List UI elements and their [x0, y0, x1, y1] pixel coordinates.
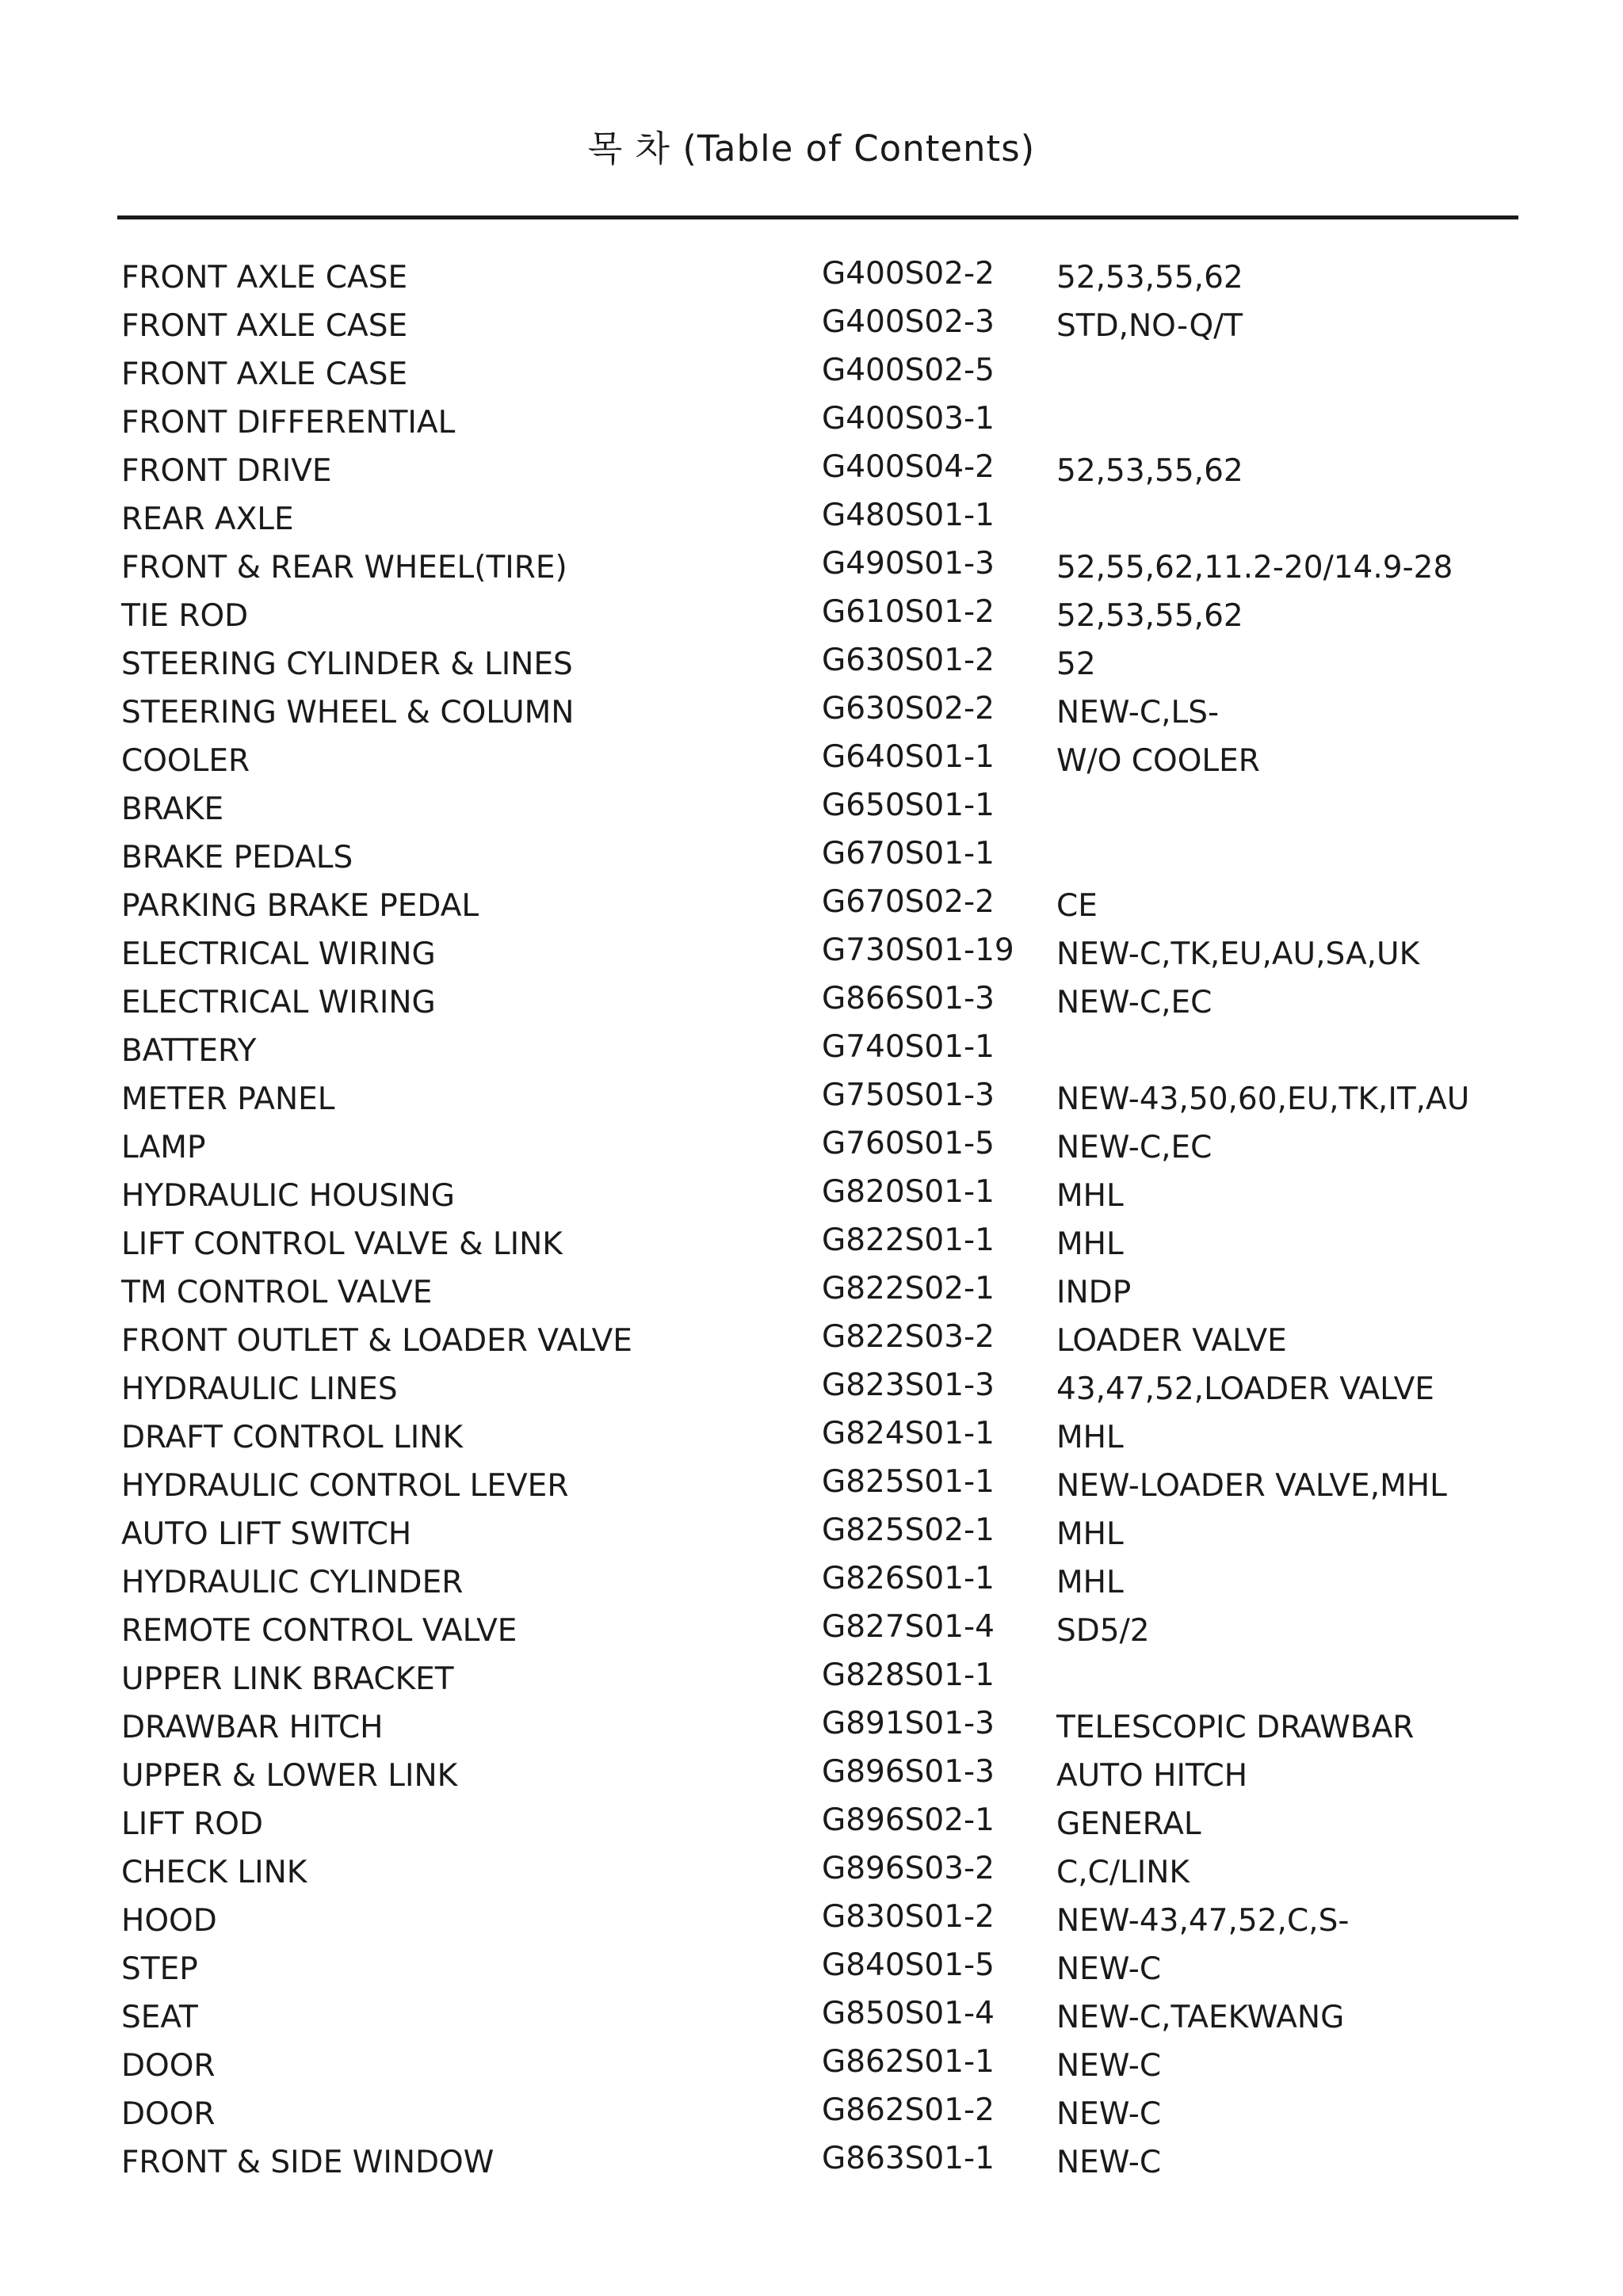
toc-entry-code: G896S02-1	[822, 1802, 995, 1838]
toc-entry[interactable]	[121, 1655, 1500, 1703]
toc-entry-title: BRAKE PEDALS	[121, 840, 353, 875]
toc-entry-title: FRONT AXLE CASE	[121, 260, 408, 296]
toc-entry-code: G400S02-5	[822, 353, 995, 388]
toc-entry-code: G850S01-4	[822, 1996, 995, 2031]
toc-entry[interactable]	[121, 495, 1500, 543]
toc-entry-code: G896S01-3	[822, 1754, 995, 1790]
toc-entry[interactable]	[121, 399, 1500, 447]
toc-entry-title: HOOD	[121, 1903, 217, 1939]
page-title: 목 차 (Table of Contents)	[587, 128, 1036, 170]
toc-entry[interactable]	[121, 930, 1500, 978]
toc-entry-note: W/O COOLER	[1056, 743, 1260, 779]
toc-entry-title: FRONT AXLE CASE	[121, 308, 408, 344]
toc-entry[interactable]	[121, 1897, 1500, 1945]
toc-entry[interactable]	[121, 688, 1500, 737]
toc-entry-title: TIE ROD	[121, 598, 249, 634]
toc-entry-code: G490S01-3	[822, 546, 995, 582]
toc-entry-code: G670S01-1	[822, 836, 995, 871]
toc-entry-title: ELECTRICAL WIRING	[121, 985, 436, 1020]
toc-entry[interactable]	[121, 1848, 1500, 1897]
toc-entry-code: G825S01-1	[822, 1464, 995, 1500]
toc-entry-code: G630S02-2	[822, 691, 995, 727]
toc-entry-title: LIFT CONTROL VALVE & LINK	[121, 1226, 563, 1262]
toc-entry-code: G866S01-3	[822, 981, 995, 1016]
toc-entry[interactable]	[121, 1317, 1500, 1365]
toc-entry-note: TELESCOPIC DRAWBAR	[1056, 1710, 1415, 1745]
toc-entry[interactable]	[121, 2042, 1500, 2090]
toc-entry-note: LOADER VALVE	[1056, 1323, 1287, 1359]
toc-entry-title: HYDRAULIC CONTROL LEVER	[121, 1468, 569, 1504]
toc-entry-note: 52,53,55,62	[1056, 598, 1243, 634]
toc-entry-title: SEAT	[121, 2000, 198, 2035]
toc-entry-note: GENERAL	[1056, 1806, 1201, 1842]
toc-entry-title: FRONT DRIVE	[121, 453, 332, 489]
toc-entry-title: PARKING BRAKE PEDAL	[121, 888, 479, 924]
toc-entry-code: G827S01-4	[822, 1609, 995, 1645]
toc-entry[interactable]	[121, 1268, 1500, 1317]
toc-entry[interactable]	[121, 1172, 1500, 1220]
toc-entry-code: G400S04-2	[822, 449, 995, 485]
toc-entry-title: DRAWBAR HITCH	[121, 1710, 384, 1745]
toc-entry-title: DOOR	[121, 2048, 216, 2084]
toc-entry-note: INDP	[1056, 1275, 1132, 1310]
toc-entry-code: G760S01-5	[822, 1126, 995, 1161]
toc-entry[interactable]	[121, 1123, 1500, 1172]
toc-entry-title: STEERING CYLINDER & LINES	[121, 646, 573, 682]
toc-entry[interactable]	[121, 302, 1500, 350]
toc-entry-code: G822S03-2	[822, 1319, 995, 1355]
toc-entry[interactable]	[121, 640, 1500, 688]
toc-entry-code: G826S01-1	[822, 1561, 995, 1596]
toc-entry-code: G823S01-3	[822, 1367, 995, 1403]
toc-entry-title: CHECK LINK	[121, 1855, 307, 1890]
toc-entry-code: G400S03-1	[822, 401, 995, 437]
toc-entry-code: G822S02-1	[822, 1271, 995, 1306]
toc-entry-title: DRAFT CONTROL LINK	[121, 1420, 464, 1455]
toc-entry-title: REAR AXLE	[121, 502, 294, 537]
toc-entry-note: NEW-C,EC	[1056, 985, 1212, 1020]
toc-entry[interactable]	[121, 882, 1500, 930]
toc-entry-code: G825S02-1	[822, 1512, 995, 1548]
toc-entry-title: BATTERY	[121, 1033, 257, 1069]
toc-entry[interactable]	[121, 978, 1500, 1027]
toc-entry-note: NEW-C,TK,EU,AU,SA,UK	[1056, 936, 1420, 972]
toc-entry-code: G650S01-1	[822, 788, 995, 823]
toc-entry[interactable]	[121, 447, 1500, 495]
table-of-contents	[121, 254, 1500, 2187]
toc-entry-code: G822S01-1	[822, 1222, 995, 1258]
toc-entry-code: G400S02-3	[822, 304, 995, 340]
toc-entry-title: HYDRAULIC CYLINDER	[121, 1565, 464, 1600]
toc-entry-code: G740S01-1	[822, 1029, 995, 1065]
toc-entry[interactable]	[121, 2090, 1500, 2138]
toc-entry-code: G730S01-19	[822, 933, 1014, 968]
toc-entry[interactable]	[121, 350, 1500, 399]
toc-entry-code: G820S01-1	[822, 1174, 995, 1210]
toc-entry-title: TM CONTROL VALVE	[121, 1275, 433, 1310]
toc-entry-note: C,C/LINK	[1056, 1855, 1190, 1890]
toc-entry[interactable]	[121, 1365, 1500, 1413]
toc-entry-code: G830S01-2	[822, 1899, 995, 1935]
toc-entry[interactable]	[121, 1413, 1500, 1462]
toc-entry-note: NEW-43,50,60,EU,TK,IT,AU	[1056, 1081, 1470, 1117]
toc-entry[interactable]	[121, 1075, 1500, 1123]
toc-entry[interactable]	[121, 1462, 1500, 1510]
toc-entry-code: G862S01-1	[822, 2044, 995, 2080]
toc-entry[interactable]	[121, 1800, 1500, 1848]
toc-entry-title: HYDRAULIC HOUSING	[121, 1178, 456, 1214]
toc-entry[interactable]	[121, 833, 1500, 882]
toc-entry-note: MHL	[1056, 1516, 1124, 1552]
toc-entry-note: 52,55,62,11.2-20/14.9-28	[1056, 550, 1453, 585]
toc-entry-title: FRONT OUTLET & LOADER VALVE	[121, 1323, 632, 1359]
toc-entry-code: G630S01-2	[822, 643, 995, 678]
toc-entry-code: G863S01-1	[822, 2141, 995, 2176]
toc-entry-code: G824S01-1	[822, 1416, 995, 1451]
toc-entry-note: NEW-C	[1056, 1951, 1162, 1987]
toc-entry-note: MHL	[1056, 1565, 1124, 1600]
toc-entry-code: G610S01-2	[822, 594, 995, 630]
toc-entry-note: NEW-C	[1056, 2145, 1162, 2180]
toc-entry-note: CE	[1056, 888, 1098, 924]
toc-entry-code: G840S01-5	[822, 1947, 995, 1983]
toc-entry-note: 52	[1056, 646, 1096, 682]
toc-entry-code: G891S01-3	[822, 1706, 995, 1741]
toc-entry-note: NEW-43,47,52,C,S-	[1056, 1903, 1350, 1939]
toc-entry-note: SD5/2	[1056, 1613, 1150, 1649]
toc-entry-code: G750S01-3	[822, 1077, 995, 1113]
toc-entry[interactable]	[121, 2138, 1500, 2187]
toc-entry-code: G862S01-2	[822, 2092, 995, 2128]
toc-entry-code: G670S02-2	[822, 884, 995, 920]
toc-entry-note: MHL	[1056, 1420, 1124, 1455]
toc-entry-title: FRONT DIFFERENTIAL	[121, 405, 456, 441]
toc-entry-note: MHL	[1056, 1226, 1124, 1262]
title-divider	[117, 215, 1518, 219]
toc-entry-title: ELECTRICAL WIRING	[121, 936, 436, 972]
toc-entry[interactable]	[121, 1703, 1500, 1752]
toc-entry-note: NEW-C,EC	[1056, 1130, 1212, 1165]
toc-entry-title: HYDRAULIC LINES	[121, 1371, 398, 1407]
toc-entry-code: G400S02-2	[822, 256, 995, 292]
toc-entry-note: STD,NO-Q/T	[1056, 308, 1243, 344]
toc-entry-code: G480S01-1	[822, 498, 995, 533]
toc-entry-title: COOLER	[121, 743, 250, 779]
toc-entry[interactable]	[121, 1558, 1500, 1607]
toc-entry-note: 52,53,55,62	[1056, 260, 1243, 296]
toc-entry-title: AUTO LIFT SWITCH	[121, 1516, 412, 1552]
toc-entry-title: FRONT AXLE CASE	[121, 357, 408, 392]
toc-entry-note: NEW-LOADER VALVE,MHL	[1056, 1468, 1447, 1504]
toc-entry[interactable]	[121, 1993, 1500, 2042]
toc-entry-note: AUTO HITCH	[1056, 1758, 1248, 1794]
toc-entry-code: G640S01-1	[822, 739, 995, 775]
toc-entry-title: DOOR	[121, 2096, 216, 2132]
toc-entry[interactable]	[121, 1510, 1500, 1558]
toc-entry-note: NEW-C	[1056, 2096, 1162, 2132]
toc-entry-code: G896S03-2	[822, 1851, 995, 1886]
toc-entry[interactable]	[121, 1607, 1500, 1655]
toc-entry[interactable]	[121, 1027, 1500, 1075]
toc-entry[interactable]	[121, 785, 1500, 833]
toc-entry-note: NEW-C,TAEKWANG	[1056, 2000, 1345, 2035]
toc-entry-note: 52,53,55,62	[1056, 453, 1243, 489]
toc-entry[interactable]	[121, 737, 1500, 785]
toc-entry-note: 43,47,52,LOADER VALVE	[1056, 1371, 1434, 1407]
toc-entry[interactable]	[121, 592, 1500, 640]
toc-entry[interactable]	[121, 254, 1500, 302]
toc-entry-title: FRONT & REAR WHEEL(TIRE)	[121, 550, 567, 585]
toc-entry-title: STEERING WHEEL & COLUMN	[121, 695, 575, 730]
toc-entry-title: LAMP	[121, 1130, 206, 1165]
toc-entry-title: BRAKE	[121, 791, 224, 827]
toc-entry-note: MHL	[1056, 1178, 1124, 1214]
toc-entry-title: UPPER & LOWER LINK	[121, 1758, 458, 1794]
toc-entry-note: NEW-C	[1056, 2048, 1162, 2084]
toc-entry[interactable]	[121, 1945, 1500, 1993]
toc-entry-code: G828S01-1	[822, 1657, 995, 1693]
toc-entry-title: METER PANEL	[121, 1081, 335, 1117]
toc-entry[interactable]	[121, 1220, 1500, 1268]
toc-entry-note: NEW-C,LS-	[1056, 695, 1220, 730]
toc-entry-title: STEP	[121, 1951, 198, 1987]
toc-entry-title: UPPER LINK BRACKET	[121, 1661, 454, 1697]
toc-entry-title: REMOTE CONTROL VALVE	[121, 1613, 517, 1649]
toc-entry[interactable]	[121, 1752, 1500, 1800]
toc-entry-title: FRONT & SIDE WINDOW	[121, 2145, 495, 2180]
toc-entry[interactable]	[121, 543, 1500, 592]
toc-entry-title: LIFT ROD	[121, 1806, 264, 1842]
